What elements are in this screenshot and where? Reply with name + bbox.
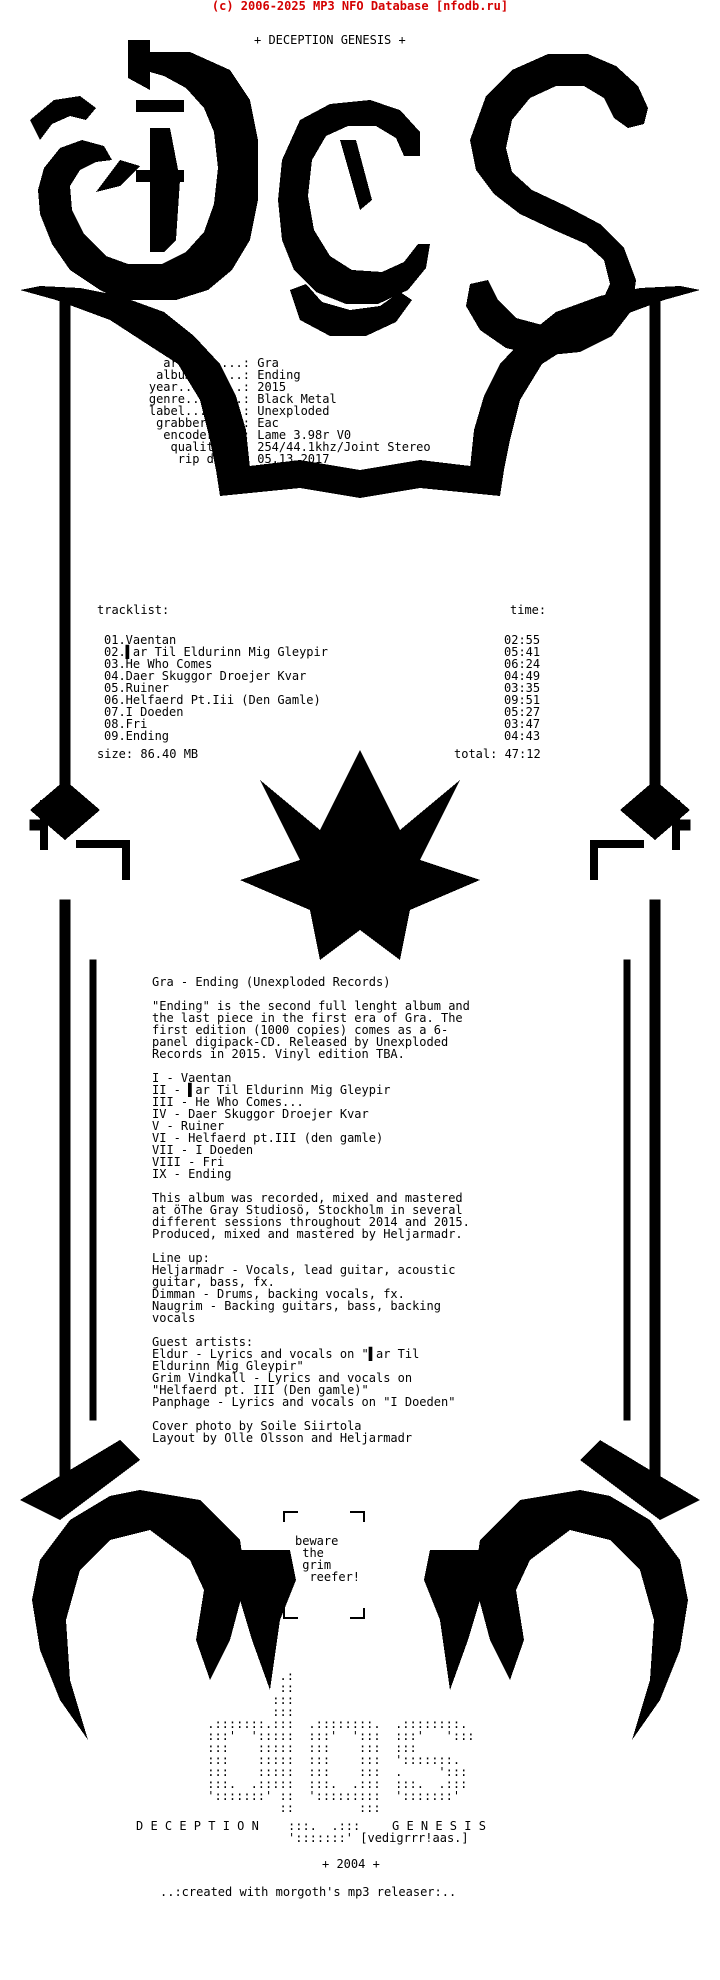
track-title: 04.Daer Skuggor Droejer Kvar xyxy=(104,669,307,683)
logo-art-line: ::: ::::: ::: ::: ::: xyxy=(200,1741,417,1755)
logo-art-line: .:::::::.::: .::::::::. .::::::::. xyxy=(200,1717,468,1731)
notes-line: Eldur - Lyrics and vocals on "▌ar Til xyxy=(152,1347,420,1361)
logo-art-line: :::. .::::: :::. .::: :::. .::: xyxy=(200,1777,468,1791)
release-notes xyxy=(152,976,470,1444)
notes-line: Gra - Ending (Unexploded Records) xyxy=(152,975,391,989)
notes-line: Grim Vindkall - Lyrics and vocals on xyxy=(152,1371,413,1385)
track-time: 09:51 xyxy=(504,693,541,707)
info-value: Eac xyxy=(250,416,279,430)
logo-art-line: .: xyxy=(200,1669,294,1683)
notes-line: II - ▌ar Til Eldurinn Mig Gleypir xyxy=(152,1083,391,1097)
notes-line: Cover photo by Soile Siirtola xyxy=(152,1419,362,1433)
notes-line: different sessions throughout 2014 and 2015. xyxy=(152,1215,470,1229)
track-row xyxy=(104,670,554,682)
group-banner: + DECEPTION GENESIS + xyxy=(254,33,406,47)
info-row xyxy=(140,453,431,465)
info-label: grabber.....: xyxy=(156,416,250,430)
info-label: genre........: xyxy=(148,392,250,406)
info-label: quality...: xyxy=(170,440,250,454)
beware-line: reefer! xyxy=(295,1570,361,1584)
notes-line: VII - I Doeden xyxy=(152,1143,254,1157)
notes-line: Line up: xyxy=(152,1251,210,1265)
notes-line: Layout by Olle Olsson and Heljarmadr xyxy=(152,1431,413,1445)
info-value: Unexploded xyxy=(250,404,330,418)
logo-credit: ':::::::' [vedigrrr!aas.] xyxy=(288,1831,469,1845)
track-title: 09.Ending xyxy=(104,729,170,743)
tracklist-heading: tracklist: xyxy=(97,603,170,617)
info-value: 05.13.2017 xyxy=(250,452,330,466)
info-value: 2015 xyxy=(250,380,287,394)
track-title: 08.Fri xyxy=(104,717,148,731)
notes-line: I - Vaentan xyxy=(152,1071,232,1085)
notes-line: VIII - Fri xyxy=(152,1155,225,1169)
info-label: year.........: xyxy=(148,380,250,394)
notes-line: the last piece in the first era of Gra. The xyxy=(152,1011,463,1025)
track-title: 05.Ruiner xyxy=(104,681,170,695)
track-title: 07.I Doeden xyxy=(104,705,184,719)
notes-line: "Helfaerd pt. III (Den gamle)" xyxy=(152,1383,369,1397)
info-label: label........: xyxy=(148,404,250,418)
track-time: 04:43 xyxy=(504,729,541,743)
logo-mid: :::. .::: xyxy=(288,1819,361,1833)
info-value: Gra xyxy=(250,356,279,370)
notes-line: guitar, bass, fx. xyxy=(152,1275,275,1289)
track-title: 06.Helfaerd Pt.Iii (Den Gamle) xyxy=(104,693,321,707)
notes-line: Eldurinn Mig Gleypir" xyxy=(152,1359,304,1373)
notes-line: III - He Who Comes... xyxy=(152,1095,304,1109)
notes-line: Produced, mixed and mastered by Heljarmadr. xyxy=(152,1227,463,1241)
info-label: album.......: xyxy=(156,368,250,382)
logo-art-line: :: xyxy=(200,1681,294,1695)
notes-line: panel digipack-CD. Released by Unexploded xyxy=(152,1035,449,1049)
beware-line: grim xyxy=(295,1558,332,1572)
beware-line: the xyxy=(295,1546,324,1560)
center-star xyxy=(240,750,480,960)
size-label: size: 86.40 MB xyxy=(97,747,199,761)
logo-art-line: ::: xyxy=(200,1705,294,1719)
track-title: 03.He Who Comes xyxy=(104,657,213,671)
notes-line: Dimman - Drums, backing vocals, fx. xyxy=(152,1287,405,1301)
track-row xyxy=(104,718,554,730)
footer-credit: ..:created with morgoth's mp3 releaser:.. xyxy=(160,1885,457,1899)
info-label: encoder....: xyxy=(163,428,250,442)
notes-line: at öThe Gray Studiosö, Stockholm in several xyxy=(152,1203,463,1217)
notes-line: Naugrim - Backing guitars, bass, backing xyxy=(152,1299,441,1313)
notes-line: "Ending" is the second full lenght album and xyxy=(152,999,470,1013)
track-time: 04:49 xyxy=(504,669,541,683)
notes-line: vocals xyxy=(152,1311,196,1325)
notes-line: IX - Ending xyxy=(152,1167,232,1181)
logo-art-line: ':::::::' :: '::::::::: ':::::::' xyxy=(200,1789,461,1803)
info-label: artist.....: xyxy=(163,356,250,370)
track-title: 01.Vaentan xyxy=(104,633,177,647)
time-heading: time: xyxy=(510,603,547,617)
logo-art-line: :::' '::::: :::' '::: :::' '::: xyxy=(200,1729,475,1743)
total-label: total: 47:12 xyxy=(454,747,541,761)
track-time: 02:55 xyxy=(504,633,541,647)
notes-line: This album was recorded, mixed and mastered xyxy=(152,1191,463,1205)
logo-genesis: G E N E S I S xyxy=(392,1819,486,1833)
notes-line: V - Ruiner xyxy=(152,1119,225,1133)
notes-line: Panphage - Lyrics and vocals on "I Doeden" xyxy=(152,1395,456,1409)
notes-line: IV - Daer Skuggor Droejer Kvar xyxy=(152,1107,369,1121)
info-value: Black Metal xyxy=(250,392,337,406)
release-info xyxy=(140,357,431,465)
track-time: 06:24 xyxy=(504,657,541,671)
small-ascii-logo xyxy=(200,1670,475,1814)
logo-letter-d-inner xyxy=(150,128,180,252)
beware-line: beware xyxy=(295,1534,339,1548)
logo-art-line: ::: ::::: ::: ::: ':::::::. xyxy=(200,1753,461,1767)
notes-line: Records in 2015. Vinyl edition TBA. xyxy=(152,1047,405,1061)
info-value: Lame 3.98r V0 xyxy=(250,428,352,442)
track-row xyxy=(104,706,554,718)
logo-art-line: ::: xyxy=(200,1693,294,1707)
track-title: 02.▌ar Til Eldurinn Mig Gleypir xyxy=(104,645,328,659)
track-time: 05:27 xyxy=(504,705,541,719)
info-label: rip date.: xyxy=(177,452,250,466)
info-value: Ending xyxy=(250,368,301,382)
copyright-header: (c) 2006-2025 MP3 NFO Database [nfodb.ru] xyxy=(211,0,509,13)
notes-line: Heljarmadr - Vocals, lead guitar, acoustic xyxy=(152,1263,456,1277)
notes-line: Guest artists: xyxy=(152,1335,254,1349)
info-value: 254/44.1khz/Joint Stereo xyxy=(250,440,431,454)
logo-art-line: :: ::: xyxy=(200,1801,381,1815)
beware-text xyxy=(295,1535,360,1583)
logo-art-line: ::: ::::: ::: ::: . '::: xyxy=(200,1765,468,1779)
track-time: 05:41 xyxy=(504,645,541,659)
year-banner: + 2004 + xyxy=(322,1857,380,1871)
track-time: 03:47 xyxy=(504,717,541,731)
track-row xyxy=(104,730,554,742)
track-list xyxy=(104,634,554,742)
notes-line: VI - Helfaerd pt.III (den gamle) xyxy=(152,1131,384,1145)
logo-deception: D E C E P T I O N xyxy=(136,1819,259,1833)
logo-letter-g xyxy=(278,100,430,304)
track-time: 03:35 xyxy=(504,681,541,695)
notes-line: first edition (1000 copies) comes as a 6- xyxy=(152,1023,449,1037)
